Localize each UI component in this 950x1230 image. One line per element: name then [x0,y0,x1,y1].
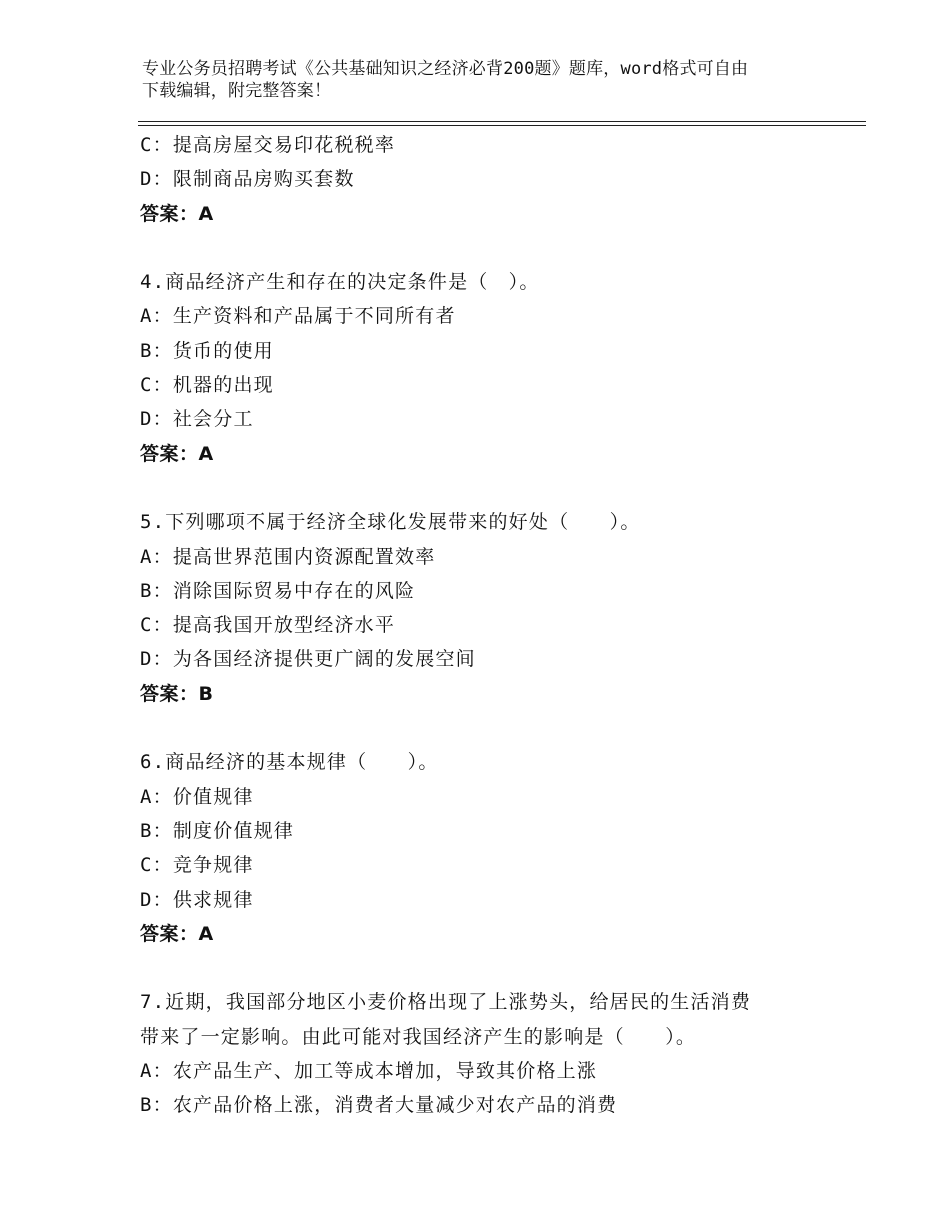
question-stem: 5.下列哪项不属于经济全球化发展带来的好处（ ）。 [140,511,641,534]
option-c: C：提高我国开放型经济水平 [140,614,396,637]
option-d: D：为各国经济提供更广阔的发展空间 [140,648,476,671]
answer: 答案：B [140,682,214,705]
spacer [140,951,860,985]
question-6 [140,745,860,951]
question-stem: 4.商品经济产生和存在的决定条件是（ ）。 [140,271,540,294]
answer: 答案：A [140,922,214,945]
question-7 [140,985,860,1122]
header-divider-thick [138,125,866,126]
option-a: A：价值规律 [140,785,254,808]
header-line-1: 专业公务员招聘考试《公共基础知识之经济必背200题》题库，word格式可自由 [142,59,749,79]
header-divider-thin [138,121,866,122]
option-b: B：消除国际贸易中存在的风险 [140,579,416,602]
question-list [140,128,860,1123]
option-c: C：机器的出现 [140,374,274,397]
question-stem-line-1: 7.近期，我国部分地区小麦价格出现了上涨势头，给居民的生活消费 [140,991,752,1014]
question-stem-line-2: 带来了一定影响。由此可能对我国经济产生的影响是（ ）。 [140,1025,697,1048]
answer: 答案：A [140,202,214,225]
spacer [140,231,860,265]
header-line-2: 下载编辑，附完整答案！ [142,81,332,101]
option-d: D：供求规律 [140,888,254,911]
option-c: C：提高房屋交易印花税税率 [140,134,396,156]
option-a: A：生产资料和产品属于不同所有者 [140,305,456,328]
option-b: B：货币的使用 [140,339,274,362]
option-d: D：社会分工 [140,408,254,431]
option-c: C：竞争规律 [140,854,254,877]
spacer [140,471,860,505]
question-5 [140,505,860,711]
option-a: A：提高世界范围内资源配置效率 [140,545,436,568]
answer: 答案：A [140,442,214,465]
document-header [142,58,802,102]
option-b: B：制度价值规律 [140,819,295,842]
option-d: D：限制商品房购买套数 [140,168,355,191]
question-stem: 6.商品经济的基本规律（ ）。 [140,751,439,774]
question-3-continued [140,128,860,231]
option-b: B：农产品价格上涨，消费者大量减少对农产品的消费 [140,1094,618,1117]
spacer [140,711,860,745]
question-4 [140,265,860,471]
option-a: A：农产品生产、加工等成本增加，导致其价格上涨 [140,1060,598,1083]
